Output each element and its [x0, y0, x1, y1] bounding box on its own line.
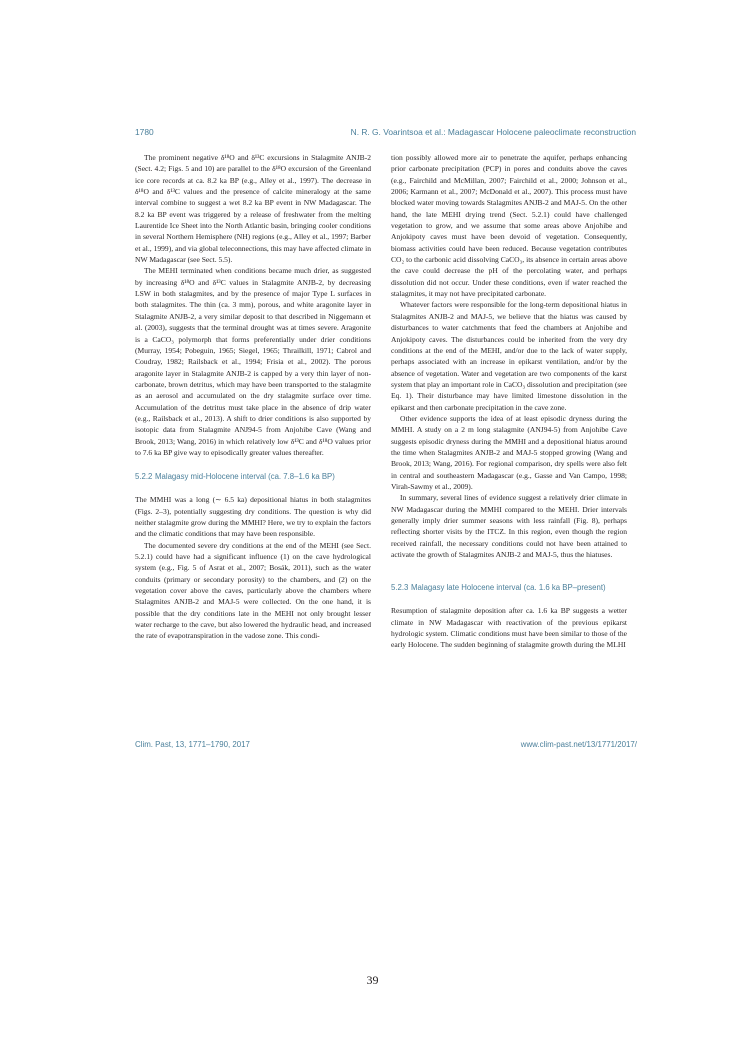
paragraph: tion possibly allowed more air to penetrate the aquifer, perhaps enhancing prior carbonate precipitation (PCP) in pores and conduits above the caves (e.g., Fairchild and McMillan, 2007; Fairchild et al., 2000; Johnson et al., 2006; Karmann et al., 2007; McDonald et al., 2007). This process must have blocked water moving towards Stalagmites ANJB-2 and MAJ-5. On the other hand, the late MEHI drying trend (Sect. 5.2.1) could have challenged vegetation to grow, and we assume that some areas above Anjohibe and Anjokipoty caves must have been devoid of vegetation. Consequently, biomass activities could have been reduced. Because vegetation contributes CO₂ to the carbonic acid dissolving CaCO₃, its absence in certain areas above the cave could decrease the pH of the percolating water, and perhaps dissolution did not occur. Under these conditions, even if water reached the stalagmites, it may not have precipitated carbonate.: [391, 153, 627, 299]
paragraph: The MEHI terminated when conditions became much drier, as suggested by increasing δ¹⁸O and δ¹³C values in Stalagmite ANJB-2, by decreasing LSW in both stalagmites, and by the presence of major Type L surfaces in both stalagmites. The thin (ca. 3 mm), porous, and white aragonite layer in Stalagmite ANJB-2, a very similar deposit to that described in Niggemann et al. (2003), suggests that the terminal drought was at times severe. Aragonite is a CaCO₃ polymorph that forms preferentially under drier conditions (Murray, 1954; Pobeguin, 1965; Siegel, 1965; Thrailkill, 1971; Cabrol and Coudray, 1982; Railsback et al., 1994; Frisia et al., 2002). The porous aragonite layer in Stalagmite ANJB-2 is capped by a very thin layer of non-carbonate, brown detritus, which may have been transported to the stalagmite as an aerosol and accumulated on the dry stalagmite surface over time. Accumulation of the detritus must take place in the absence of drip water (e.g., Railsback et al., 2013). A shift to drier conditions is also supported by isotopic data from Stalagmite ANJ94-5 from Anjohibe Cave (Wang and Brook, 2013; Wang, 2016) in which relatively low δ¹³C and δ¹⁸O values prior to 7.6 ka BP give way to episodically greater values thereafter.: [135, 266, 371, 457]
paragraph: The prominent negative δ¹⁸O and δ¹³C excursions in Stalagmite ANJB-2 (Sect. 4.2; Figs. 5 and 10) are parallel to the δ¹⁸O excursion of the Greenland ice core records at ca. 8.2 ka BP (e.g., Alley et al., 1997). The decrease in δ¹⁸O and δ¹³C values and the presence of calcite mineralogy at the same interval combine to suggest a wet 8.2 ka BP event in NW Madagascar. The 8.2 ka BP event was triggered by a release of freshwater from the melting Laurentide Ice Sheet into the North Atlantic basin, bringing cooler conditions in several Northern Hemisphere (NH) regions (e.g., Alley et al., 1997; Barber et al., 1999), and via global teleconnections, this may have affected climate in NW Madagascar (see Sect. 5.5).: [135, 153, 371, 265]
section-number: 5.2.2: [135, 472, 153, 482]
right-column: [391, 152, 627, 651]
paragraph: The documented severe dry conditions at the end of the MEHI (see Sect. 5.2.1) could have had a significant influence (1) on the cave hydrological system (e.g., Fig. 5 of Asrat et al., 2007; Bosák, 2011), such as the water conduits (primary or secondary porosity) to the chambers, and (2) on the vegetation cover above the caves, particularly above the chambers where Stalagmites ANJB-2 and MAJ-5 were collected. On the one hand, it is possible that the dry conditions late in the MEHI not only brought lesser water recharge to the cave, but also lowered the hydraulic head, and increased the rate of evapotranspiration in the vadose zone. This condi-: [135, 540, 371, 641]
paragraph: Resumption of stalagmite deposition after ca. 1.6 ka BP suggests a wetter climate in NW Madagascar with reactivation of the previous epikarst hydrologic system. Climatic conditions must have been similar to those of the early Holocene. The sudden beginning of stalagmite growth during the MLHI: [391, 606, 627, 650]
paragraph: The MMHI was a long (∼ 6.5 ka) depositional hiatus in both stalagmites (Figs. 2–3), potentially suggesting dry conditions. The question is why did neither stalagmite grow during the MMHI? Here, we try to explain the factors and the climatic conditions that may have been responsible.: [135, 495, 371, 539]
running-title: N. R. G. Voarintsoa et al.: Madagascar Holocene paleoclimate reconstruction: [350, 127, 636, 137]
footer-citation: Clim. Past, 13, 1771–1790, 2017: [135, 740, 250, 749]
footer-url[interactable]: www.clim-past.net/13/1771/2017/: [520, 740, 637, 749]
page-number: 39: [366, 973, 379, 987]
section-number: 5.2.3: [391, 583, 409, 593]
section-heading: [391, 582, 627, 593]
left-column: [135, 152, 371, 642]
section-title: Malagasy late Holocene interval (ca. 1.6 ka BP–present): [411, 583, 606, 593]
paragraph: Whatever factors were responsible for the long-term depositional hiatus in Stalagmites ANJB-2 and MAJ-5, we believe that the hiatus was caused by disturbances to water catchments that feed the chambers at Anjohibe and Anjokipoty caves. The disturbances could be inherited from the very dry conditions at the end of the MEHI, and/or due to the lack of water supply, perhaps associated with an increase in epikarst ventilation, and/or by the absence of vegetation. Water and vegetation are two components of the karst system that play an important role in CaCO₃ dissolution and precipitation (see Eq. 1). Their disturbance may have limited limestone dissolution in the epikarst and then carbonate precipitation in the cave zone.: [391, 300, 627, 412]
paragraph: Other evidence supports the idea of at least episodic dryness during the MMHI. A study on a 2 m long stalagmite (ANJ94-5) from Anjohibe Cave suggests episodic dryness during the MMHI and a depositional hiatus around the time when Stalagmites ANJB-2 and MAJ-5 stopped growing (Wang and Brook, 2013; Wang, 2016). For regional comparison, dry spells were also felt in central and southeastern Madagascar (e.g., Gasse and Van Campo, 1998; Virah-Sawmy et al., 2009).: [391, 413, 627, 491]
section-heading: [135, 471, 371, 482]
paragraph: In summary, several lines of evidence suggest a relatively drier climate in NW Madagascar during the MMHI compared to the MEHI. Drier intervals generally imply drier summer seasons with less rainfall (Fig. 8), perhaps reflecting shorter visits by the ITCZ. In this region, even though the region received rainfall, the necessary conditions could not have been attained to activate the growth of Stalagmites ANJB-2 and MAJ-5, thus the hiatuses.: [391, 493, 627, 560]
header-page-number: 1780: [135, 127, 154, 137]
section-title: Malagasy mid-Holocene interval (ca. 7.8–1.6 ka BP): [155, 472, 335, 482]
